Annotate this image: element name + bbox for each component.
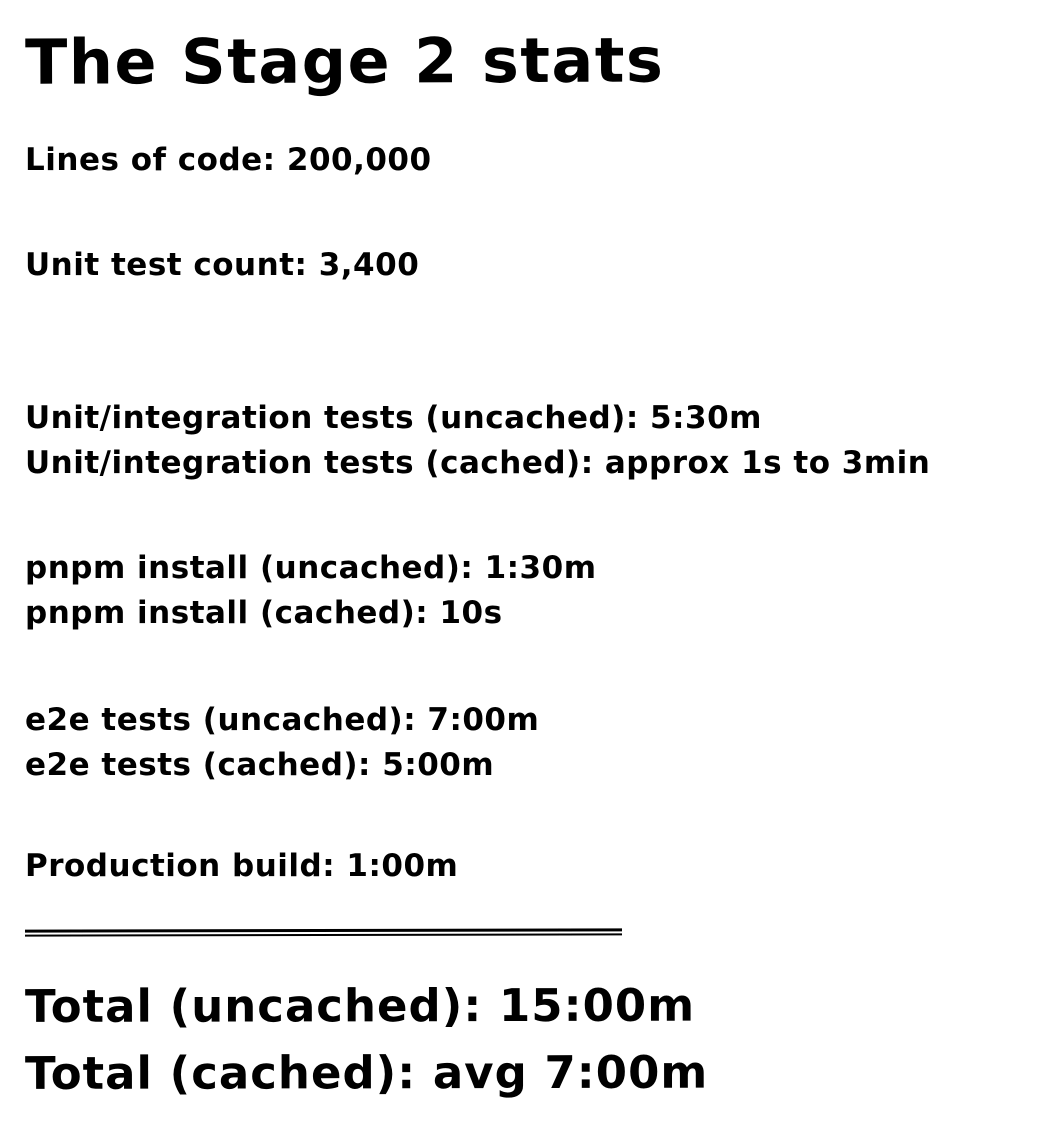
- stat-pnpm-install-uncached: pnpm install (uncached): 1:30m: [25, 550, 597, 587]
- divider-line: [25, 928, 622, 936]
- totals-section: [25, 972, 1027, 1107]
- stat-unit-integration-uncached: Unit/integration tests (uncached): 5:30m: [25, 400, 762, 437]
- stat-e2e-tests-uncached: e2e tests (uncached): 7:00m: [25, 702, 540, 739]
- stat-unit-test-count: Unit test count: 3,400: [25, 247, 420, 284]
- stat-group-pnpm-install: [25, 546, 1027, 636]
- stat-group-unit-integration: [25, 396, 1027, 486]
- stat-production-build: Production build: 1:00m: [25, 847, 459, 884]
- stat-e2e-tests-cached: e2e tests (cached): 5:00m: [25, 746, 495, 783]
- stat-pnpm-install-cached: pnpm install (cached): 10s: [25, 595, 503, 632]
- stat-group-e2e-tests: [25, 698, 1027, 788]
- stat-lines-of-code: Lines of code: 200,000: [25, 142, 432, 179]
- page-title: The Stage 2 stats: [24, 23, 665, 99]
- stat-unit-integration-cached: Unit/integration tests (cached): approx 1s to 3min: [25, 445, 931, 482]
- total-uncached: Total (uncached): 15:00m: [24, 978, 696, 1033]
- total-cached: Total (cached): avg 7:00m: [24, 1046, 709, 1101]
